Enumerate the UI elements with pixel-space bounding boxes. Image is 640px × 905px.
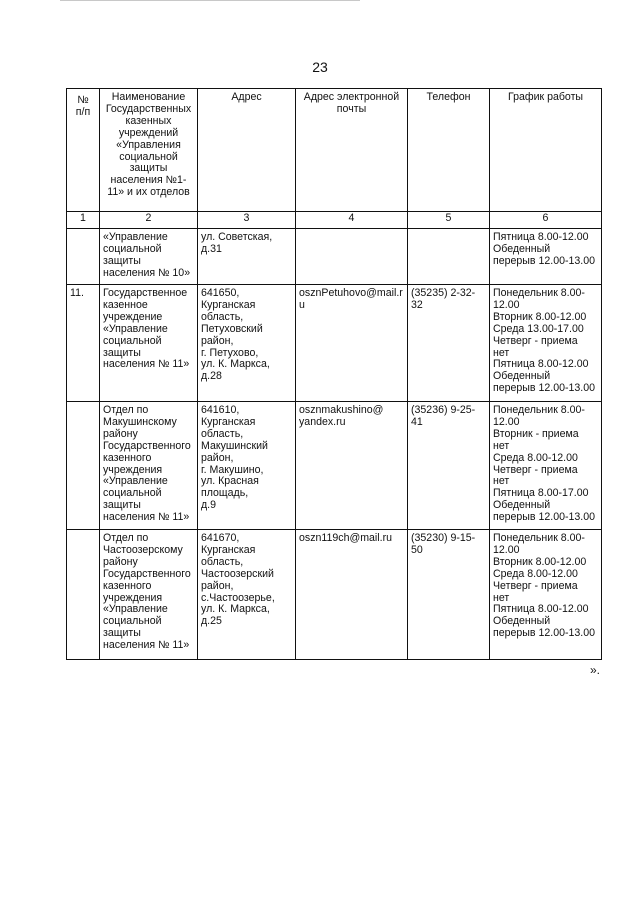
institution-email: [296, 229, 408, 285]
column-number: 1: [67, 212, 100, 229]
institution-phone: (35230) 9-15- 50: [408, 530, 490, 660]
page-number: 23: [312, 59, 328, 75]
institution-address: 641610, Курганская область, Макушинский район, г. Макушино, ул. Красная площадь, д.9: [198, 402, 296, 530]
institution-phone: (35235) 2-32- 32: [408, 285, 490, 402]
institution-phone: [408, 229, 490, 285]
work-schedule: Понедельник 8.00- 12.00 Вторник - приема нет Среда 8.00-12.00 Четверг - приема нет Пятница 8.00-17.00 Обеденный перерыв 12.00-13.00: [490, 402, 602, 530]
row-number: [67, 530, 100, 660]
header-cell: График работы: [490, 89, 602, 212]
column-number: 5: [408, 212, 490, 229]
institution-address: 641670, Курганская область, Частоозерский район, с.Частоозерье, ул. К. Маркса, д.25: [198, 530, 296, 660]
work-schedule: Понедельник 8.00- 12.00 Вторник 8.00-12.00 Среда 13.00-17.00 Четверг - приема нет Пятница 8.00-12.00 Обеденный перерыв 12.00-13.00: [490, 285, 602, 402]
header-cell: Наименование Государственных казенных учреждений «Управления социальной защиты населения №1- 11» и их отделов: [100, 89, 198, 212]
table-row: [67, 530, 602, 660]
closing-quote-mark: ».: [590, 663, 601, 677]
table-row: [67, 285, 602, 402]
institution-address: 641650, Курганская область, Петуховский район, г. Петухово, ул. К. Маркса, д.28: [198, 285, 296, 402]
column-number: 6: [490, 212, 602, 229]
institution-address: ул. Советская, д.31: [198, 229, 296, 285]
row-number: 11.: [67, 285, 100, 402]
header-cell: Адрес электронной почты: [296, 89, 408, 212]
header-cell: Телефон: [408, 89, 490, 212]
institution-email: osznmakushino@ yandex.ru: [296, 402, 408, 530]
institution-email: oszn119ch@mail.ru: [296, 530, 408, 660]
table-row: [67, 402, 602, 530]
header-cell: № п/п: [67, 89, 100, 212]
table-row: [67, 229, 602, 285]
column-number: 4: [296, 212, 408, 229]
column-number: 3: [198, 212, 296, 229]
table-header-row: [67, 89, 602, 212]
work-schedule: Пятница 8.00-12.00 Обеденный перерыв 12.00-13.00: [490, 229, 602, 285]
row-number: [67, 229, 100, 285]
institution-name: Отдел по Частоозерскому району Государственного казенного учреждения «Управление социальной защиты населения № 11»: [100, 530, 198, 660]
institution-name: «Управление социальной защиты населения № 10»: [100, 229, 198, 285]
column-number-row: [67, 212, 602, 229]
institutions-table: [66, 88, 602, 660]
top-rule: [60, 0, 360, 1]
column-number: 2: [100, 212, 198, 229]
institution-email: osznPetuhovo@mail.r u: [296, 285, 408, 402]
work-schedule: Понедельник 8.00- 12.00 Вторник 8.00-12.00 Среда 8.00-12.00 Четверг - приема нет Пятница 8.00-12.00 Обеденный перерыв 12.00-13.00: [490, 530, 602, 660]
row-number: [67, 402, 100, 530]
header-cell: Адрес: [198, 89, 296, 212]
institution-name: Государственное казенное учреждение «Управление социальной защиты населения № 11»: [100, 285, 198, 402]
institution-name: Отдел по Макушинскому району Государственного казенного учреждения «Управление социальной защиты населения № 11»: [100, 402, 198, 530]
institution-phone: (35236) 9-25- 41: [408, 402, 490, 530]
